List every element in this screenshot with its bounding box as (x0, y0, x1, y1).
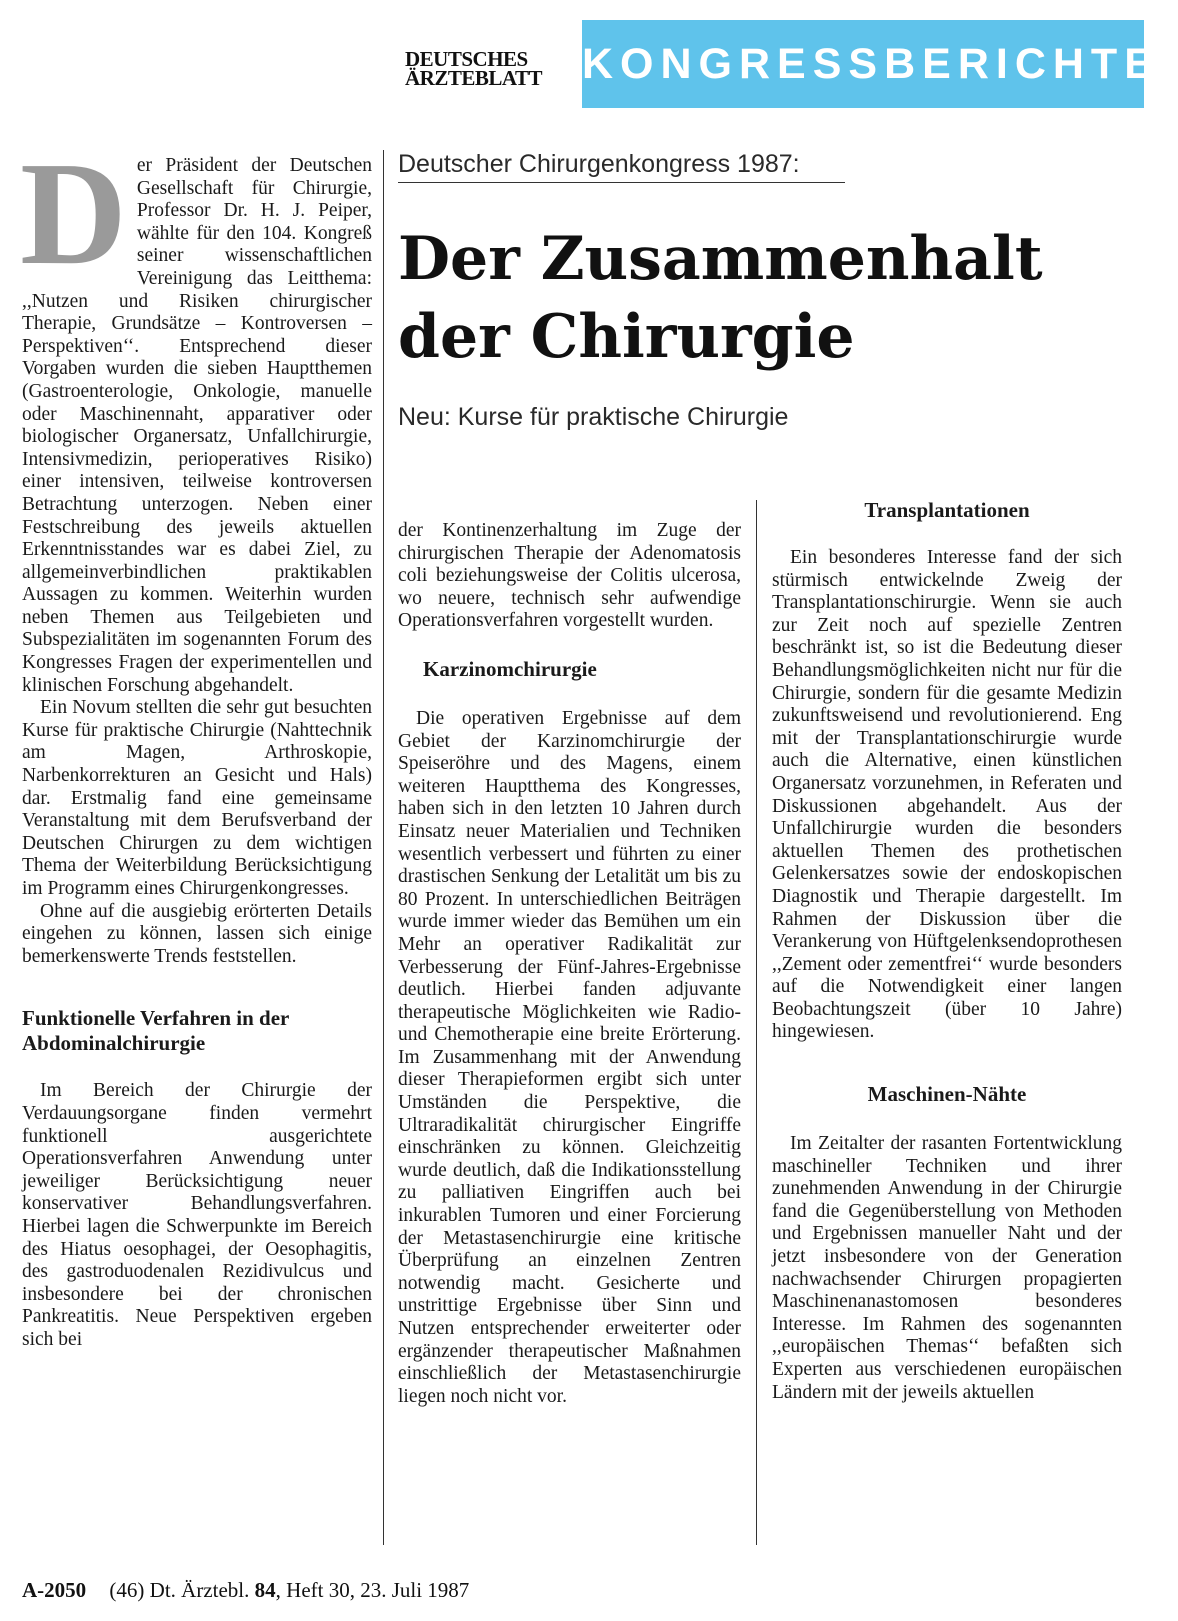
column-rule-2 (756, 500, 757, 1545)
page-footer (22, 1578, 722, 1603)
article-title-line2: der Chirurgie (398, 302, 855, 372)
page-code: A-2050 (22, 1578, 87, 1602)
paragraph: Die operativen Ergebnisse auf dem Gebiet der Karzinomchirurgie der Speiseröhre und des Magens, einem weiteren Hauptthema des Kongresses, haben sich in den letzten 10 Jahren durch Einsatz neuer Materialien und Techniken wesentlich verbessert und führten zu einer drastischen Senkung der Letalität um bis zu 80 Prozent. In unterschiedlichen Beiträgen wurde immer wieder das Bemühen um ein Mehr an operativer Radikalität zur Verbesserung der Fünf-Jahres-Ergebnisse deutlich. Hierbei fanden adjuvante therapeutische Möglichkeiten wie Radio- und Chemotherapie eine breite Erörterung. Im Zusammenhang mit der Anwendung dieser Therapieformen ergibt sich unter Umständen die Perspektive, die Ultraradikalität chirurgischer Eingriffe einschränken zu können. Gleichzeitig wurde deutlich, daß die Indikationsstellung zu palliativen Eingriffen auch bei inkurablen Tumoren und einer Forcierung der Metastasenchirurgie eine kritische Überprüfung an einzelnen Zentren notwendig macht. Gesicherte und unstrittige Ergebnisse über Sinn und Nutzen entsprechender erweiterter oder ergänzender therapeutischer Maßnahmen einschließlich der Metastasenchirurgie liegen noch nicht vor. (398, 707, 741, 1407)
paragraph: Ein Novum stellten die sehr gut besuchten Kurse für praktische Chirurgie (Nahttechnik am Magen, Arthroskopie, Narbenkorrekturen an Gesicht und Hals) dar. Erstmalig fand eine gemeinsame Veranstaltung mit dem Berufsverband der Deutschen Chirurgen zu dem wichtigen Thema der Weiterbildung Berücksichtigung im Programm eines Chirurgenkongresses. (22, 697, 372, 899)
section-banner: KONGRESSBERICHTE (582, 20, 1144, 108)
paragraph: Ein besonderes Interesse fand der sich stürmisch entwickelnde Zweig der Transplantationschirurgie. Wenn sie auch zur Zeit noch auf spezielle Zentren beschränkt ist, so ist die Bedeutung dieser Behandlungsmöglichkeiten nicht nur für die Chirurgie, sondern für die gesamte Medizin zukunftsweisend und revolutionierend. Eng mit der Transplantationschirurgie wurde auch die Alternative, einen künstlichen Organersatz vorzunehmen, in Referaten und Diskussionen abgehandelt. Aus der Unfallchirurgie wurden die besonders aktuellen Themen des prothetischen Gelenkersatzes sowie der endoskopischen Diagnostik und Therapie dargestellt. Im Rahmen der Diskussion über die Verankerung von Hüftgelenksendoprothesen ,,Zement oder zementfrei‘‘ wurde besonders auf die Notwendigkeit einer langen Beobachtungszeit (über 10 Jahre) hingewiesen. (772, 547, 1122, 1043)
article-title-line1: Der Zusammenhalt (398, 224, 1043, 294)
article-subtitle: Neu: Kurse für praktische Chirurgie (398, 403, 789, 431)
section-heading: Maschinen-Nähte (867, 1082, 1027, 1107)
column-rule-1 (383, 150, 384, 1545)
page-number: (46) (109, 1578, 145, 1602)
issue-date: , Heft 30, 23. Juli 1987 (275, 1578, 470, 1602)
kicker-underline (398, 182, 845, 183)
paragraph: Im Zeitalter der rasanten Fortentwicklung maschineller Techniken und ihrer zunehmenden Anwendung in der Chirurgie fand die Gegenüberstellung von Methoden und Ergebnissen manueller Naht und der jetzt insbesondere von der Generation nachwachsender Chirurgen propagierten Maschinenanastomosen besonderes Interesse. Im Rahmen des sogenannten ,,europäischen Themas‘‘ befaßten sich Experten aus verschiedenen europäischen Ländern mit der jeweils aktuellen (772, 1133, 1122, 1403)
section-heading: Karzinomchirurgie (423, 656, 597, 681)
paragraph (20, 132, 372, 697)
section-heading: Funktionelle Verfahren in der Abdominalchirurgie (22, 1006, 290, 1056)
article-kicker: Deutscher Chirurgenkongress 1987: (398, 150, 800, 178)
drop-cap: D (20, 132, 127, 296)
paragraph: der Kontinenzerhaltung im Zuge der chirurgischen Therapie der Adenomatosis coli beziehungsweise der Colitis ulcerosa, wo neuere, technisch sehr aufwendige Operationsverfahren vorgestellt wurden. (398, 520, 741, 632)
paragraph: Im Bereich der Chirurgie der Verdauungsorgane finden vermehrt funktionell ausgerichtete Operationsverfahren Anwendung unter jeweiliger Berücksichtigung neuer konservativer Behandlungsverfahren. Hierbei lagen die Schwerpunkte im Bereich des Hiatus oesophagei, der Oesophagitis, des gastroduodenalen Rezidivulcus und insbesondere bei der chronischen Pankreatitis. Neue Perspektiven ergeben sich bei (22, 1080, 372, 1350)
publication-name (405, 47, 565, 90)
publication-name-line2: ÄRZTEBLATT (405, 66, 542, 90)
paragraph: Ohne auf die ausgiebig erörterten Details eingehen zu können, lassen sich einige bemerkenswerte Trends feststellen. (22, 900, 372, 967)
publication-name-line1: DEUTSCHES (405, 47, 528, 71)
journal-volume: 84 (254, 1578, 276, 1602)
paragraph-text: er Präsident der Deutschen Gesellschaft für Chirurgie, Professor Dr. H. J. Peiper, wählte für den 104. Kongreß seiner wissenschaftlichen Vereinigung das Leitthema: ,,Nutzen und Risiken chirurgischer Therapie, Grundsätze – Kontroversen – Perspektiven‘‘. Entsprechend dieser Vorgaben wurden die sieben Hauptthemen (Gastroenterologie, Onkologie, manuelle oder Maschinennaht, apparativer oder biologischer Organersatz, Unfallchirurgie, Intensivmedizin, perioperatives Risiko) einer intensiven, teilweise kontroversen Betrachtung unterzogen. Neben einer Festschreibung des jeweils aktuellen Erkenntnisstandes war es dabei Ziel, zu allgemeinverbindlichen praktikablen Aussagen zu kommen. Weiterhin wurden neben Themen aus Teilgebieten und Subspezialitäten im sogenannten Forum des Kongresses Fragen der experimentellen und klinischen Forschung abgehandelt. (22, 155, 372, 696)
text-column-2 (398, 520, 741, 1408)
journal-abbrev: Dt. Ärztebl. (149, 1578, 250, 1602)
text-column-1 (20, 132, 372, 1352)
article-title (398, 220, 1138, 376)
text-column-3 (772, 498, 1122, 1404)
section-heading: Transplantationen (864, 498, 1030, 522)
